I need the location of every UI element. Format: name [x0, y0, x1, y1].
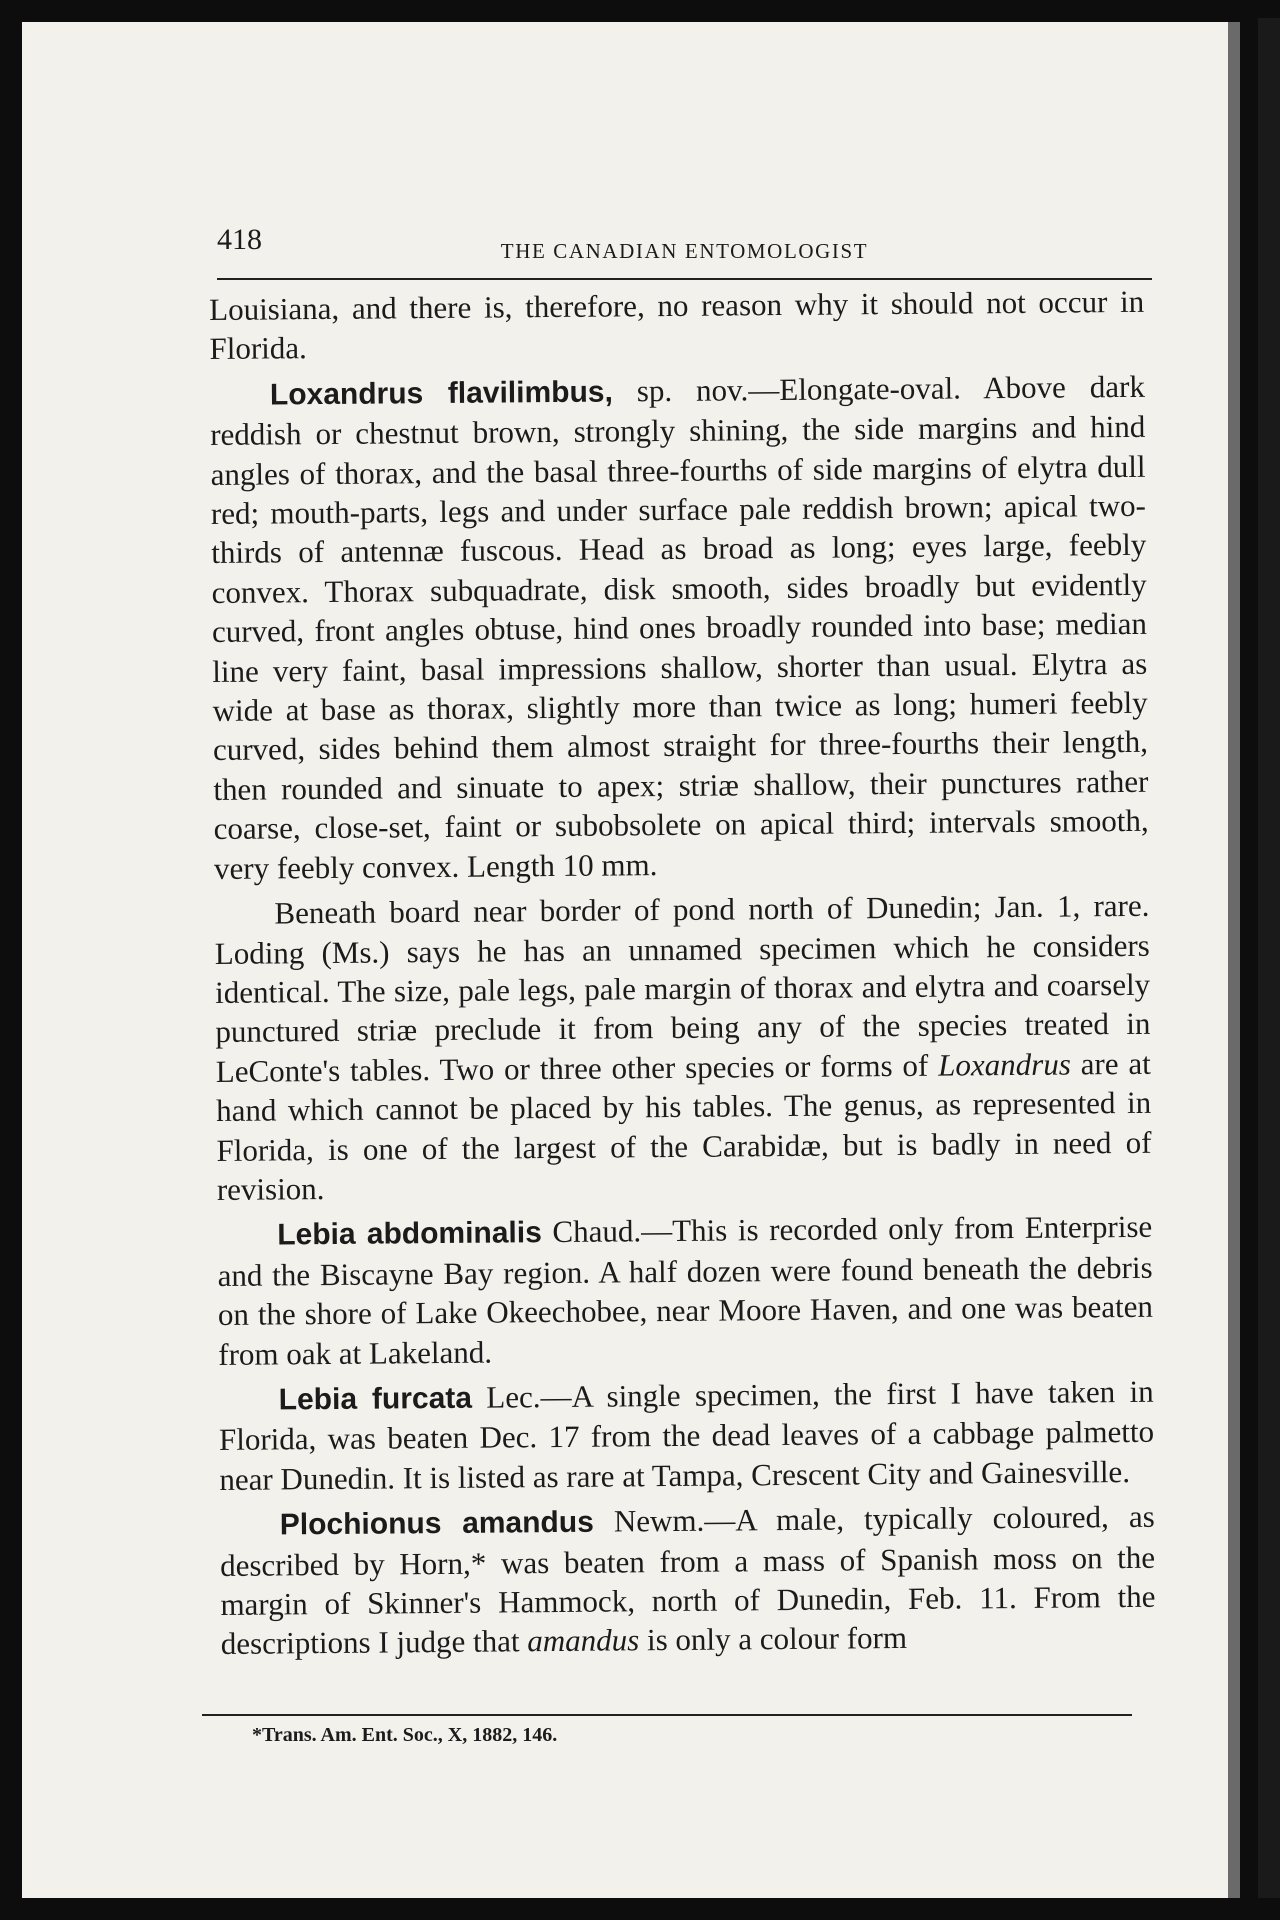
paragraph-plochionus-amandus	[220, 1497, 1156, 1664]
footnote-rule	[202, 1714, 1132, 1716]
footnote: *Trans. Am. Ent. Soc., X, 1882, 146.	[252, 1724, 558, 1746]
paragraph-text: Lec.—A single specimen, the first I have taken in Florida, was beaten Dec. 17 from the dead leaves of a cabbage palmetto near Dunedin. It is listed as rare at Tampa, Crescent City and Gainesville.	[218, 1373, 1155, 1497]
paragraph-continuation	[209, 282, 1145, 369]
paragraph-text: Beneath board near border of pond north of Dunedin; Jan. 1, rare. Loding (Ms.) says he has an unnamed specimen which he considers identical. The size, pale legs, pale margin of thorax and elytra and coarsely punctured striæ preclude it from being any of the species treated in LeConte's tables. Two or three other species or forms of	[214, 887, 1151, 1089]
paragraph-text: Louisiana, and there is, therefore, no reason why it should not occur in Florida.	[209, 283, 1145, 367]
species-name: Loxandrus flavilimbus,	[269, 375, 614, 412]
paragraph-habitat-notes	[214, 886, 1152, 1209]
paragraph-text: is only a colour form	[639, 1620, 908, 1658]
page-edge-shadow	[1258, 18, 1280, 1898]
paragraph-text: Newm.—A male, typically coloured, as described by Horn,* was beaten from a mass of Spanish moss on the margin of Skinner's Hammock, north of Dunedin, Feb. 11. From the descriptions I judge that	[219, 1498, 1156, 1662]
species-name: Lebia abdominalis	[277, 1216, 542, 1252]
italic-genus-name: Loxandrus	[938, 1046, 1071, 1083]
paragraph-text: are at hand which cannot be placed by his tables. The genus, as represented in Florida, is one of the largest of the Carabidæ, but is badly in need of revision.	[216, 1045, 1152, 1207]
paragraph-loxandrus-flavilimbus	[210, 367, 1149, 888]
species-name: Plochionus amandus	[279, 1505, 594, 1542]
paragraph-text: sp. nov.—Elongate-oval. Above dark reddish or chestnut brown, strongly shining, the side margins and hind angles of thorax, and the basal three-fourths of side margins of elytra dull red; mouth-parts, legs and under surface pale reddish brown; apical two-thirds of antennæ fuscous. Head as broad as long; eyes large, feebly convex. Thorax subquadrate, disk smooth, sides broadly but evidently curved, front angles obtuse, hind ones broadly rounded into base; median line very faint, basal impressions shallow, shorter than usual. Elytra as wide at base as thorax, slightly more than twice as long; humeri feebly curved, sides behind them almost straight for three-fourths their length, then rounded and sinuate to apex; striæ shallow, their punctures rather coarse, close-set, faint or subobsolete on apical third; intervals smooth, very feebly convex. Length 10 mm.	[210, 368, 1149, 886]
species-name: Lebia furcata	[278, 1381, 473, 1417]
paragraph-lebia-abdominalis	[217, 1207, 1153, 1374]
running-head: THE CANADIAN ENTOMOLOGIST	[500, 239, 869, 263]
paragraph-lebia-furcata	[219, 1372, 1155, 1499]
body-text	[209, 282, 1156, 1670]
page-number: 418	[217, 223, 262, 256]
italic-species-name: amandus	[527, 1622, 640, 1659]
paragraph-text: Chaud.—This is recorded only from Enterprise and the Biscayne Bay region. A half dozen were found beneath the debris on the shore of Lake Okeechobee, near Moore Haven, and one was beaten from oak at Lakeland.	[217, 1209, 1154, 1372]
page-header	[217, 220, 1152, 263]
book-page	[22, 22, 1240, 1898]
header-rule	[217, 278, 1152, 280]
